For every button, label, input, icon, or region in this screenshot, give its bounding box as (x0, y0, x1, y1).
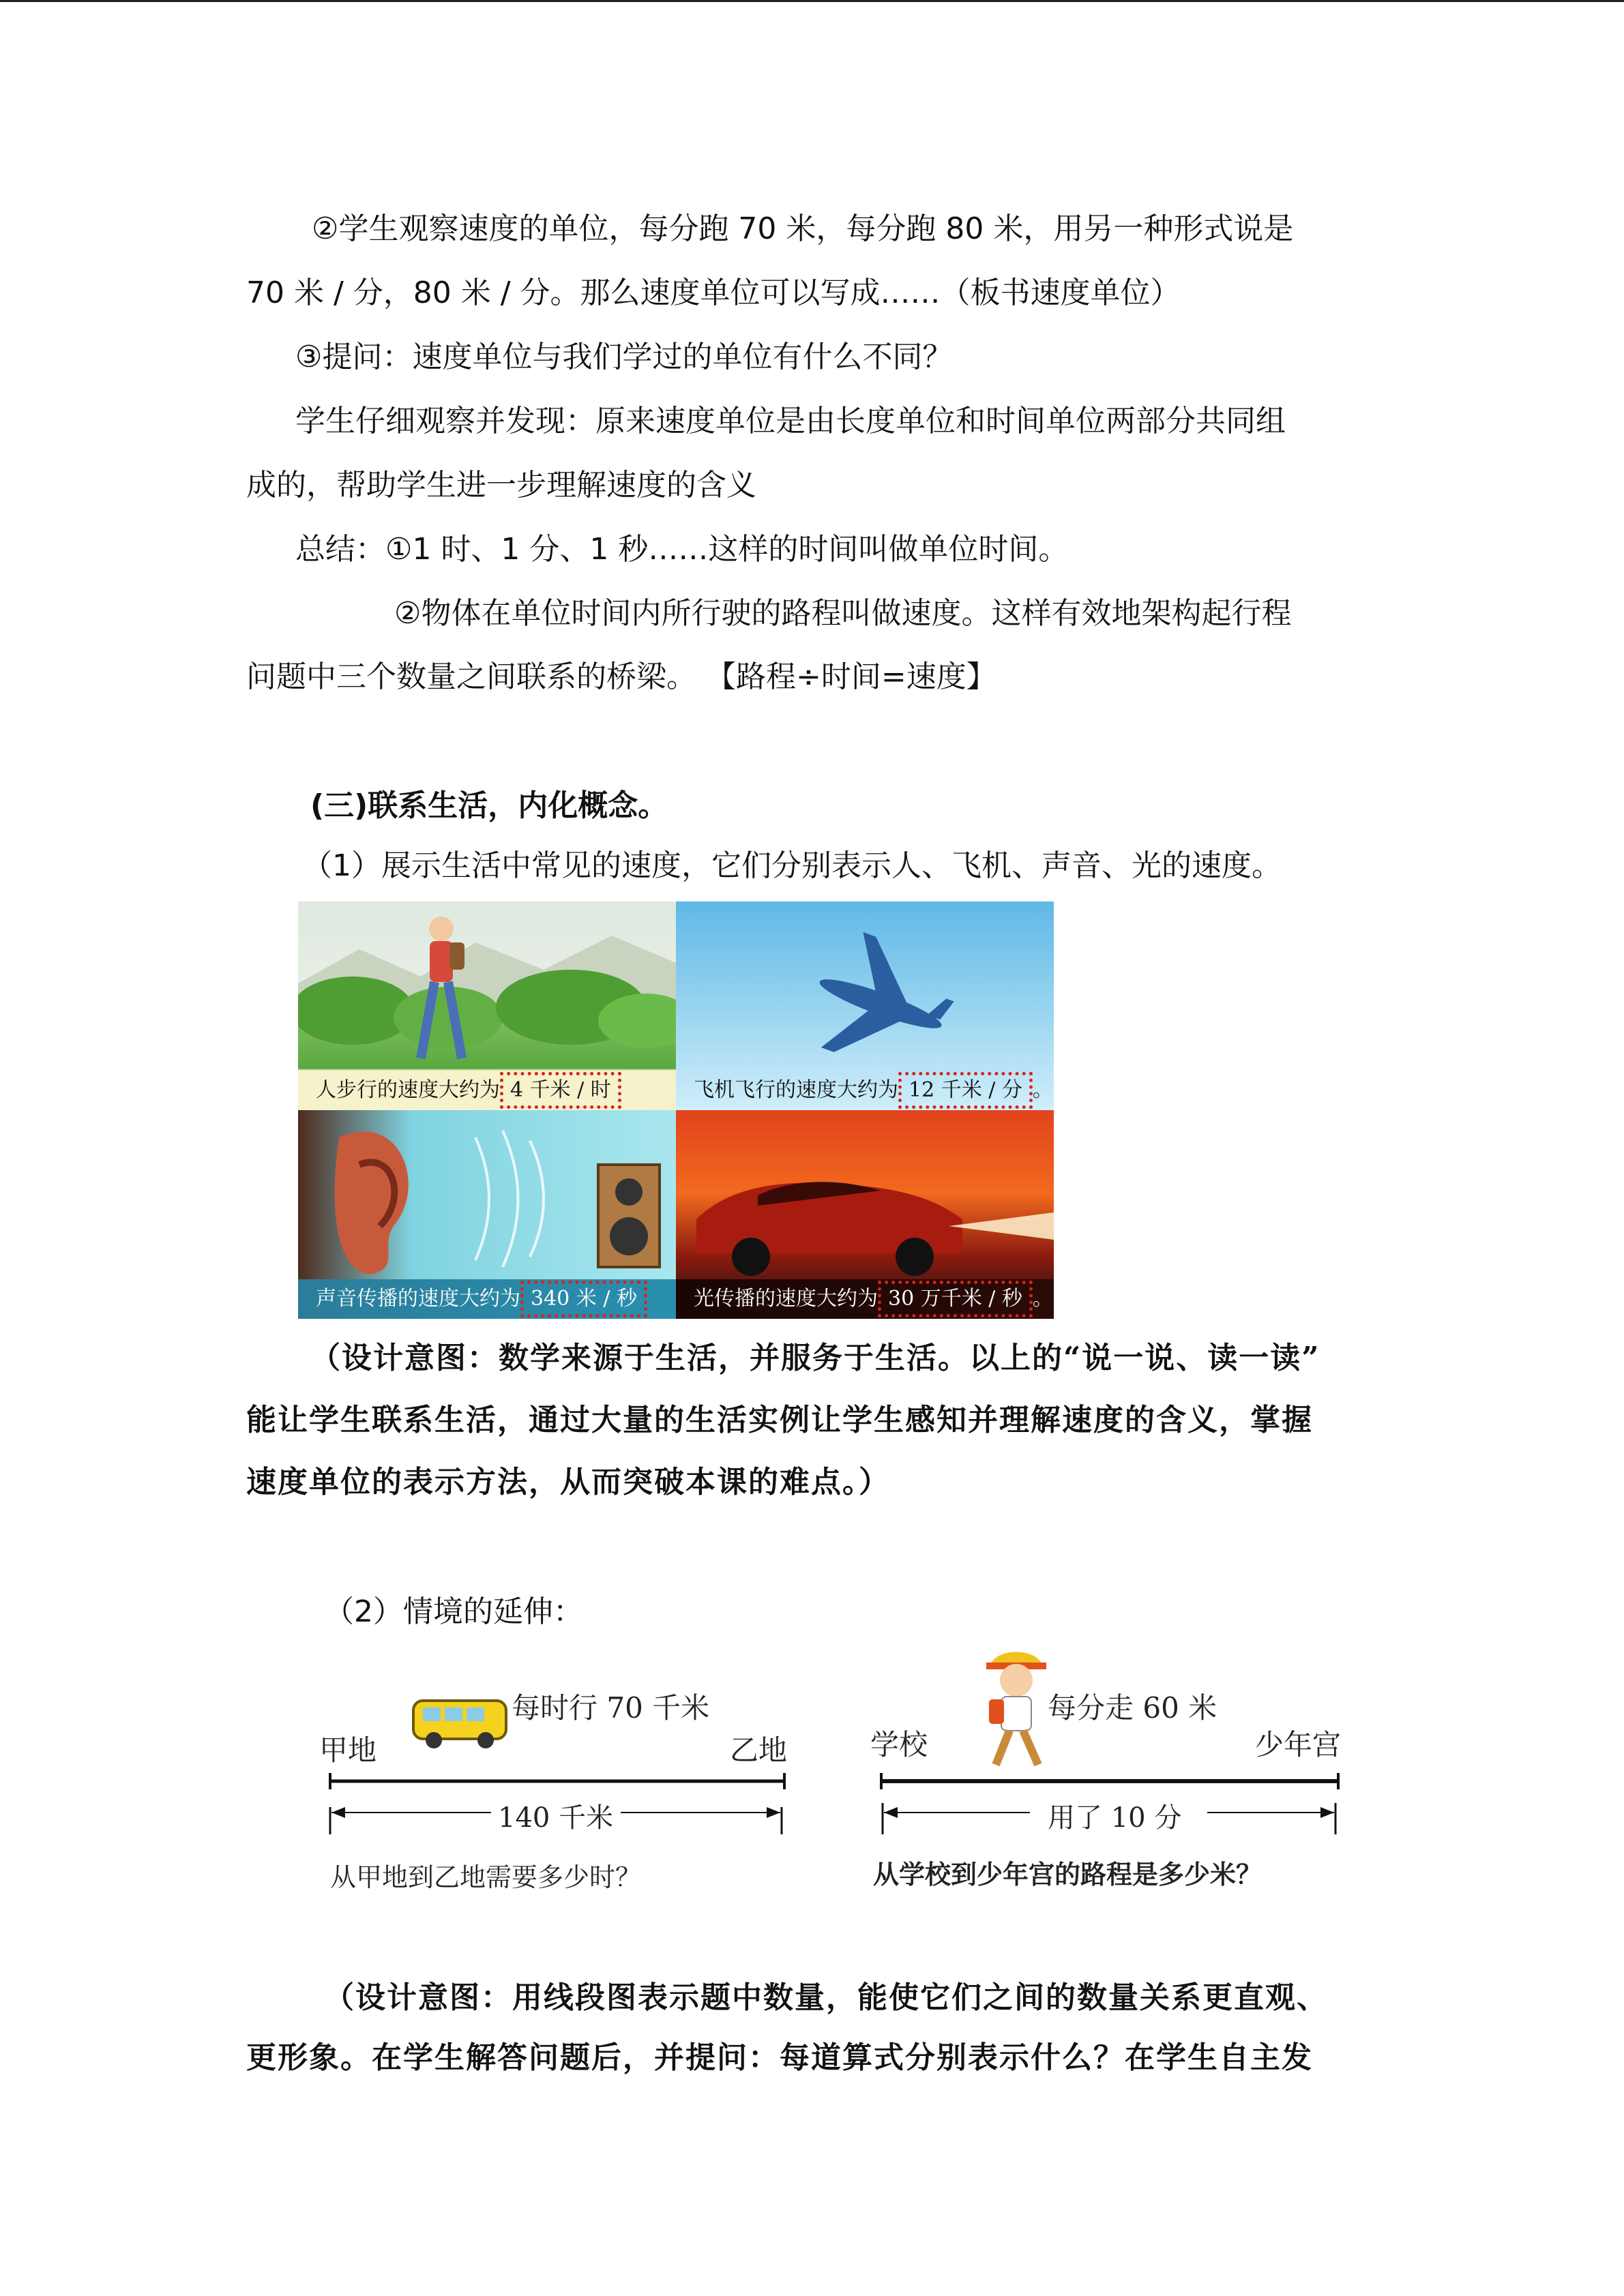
bus-start-label: 甲地 (319, 1733, 377, 1767)
bus-distance-label: 140 千米 (498, 1802, 614, 1834)
paragraph-speed-definition-line2: 问题中三个数量之间联系的桥梁。 【路程÷时间=速度】 (246, 659, 996, 694)
walk-speed-label: 每分走 60 米 (1048, 1691, 1217, 1725)
section-heading: (三)联系生活，内化概念。 (310, 788, 668, 823)
design-note-1-line1: （设计意图：数学来源于生活，并服务于生活。以上的“说一说、读一读” (310, 1341, 1320, 1375)
walking-person-icon (298, 901, 676, 1072)
airplane-icon (676, 901, 1054, 1072)
speeding-car-icon (676, 1110, 1054, 1281)
design-note-2-line2: 更形象。在学生解答问题后，并提问：每道算式分别表示什么？在学生自主发 (246, 2040, 1313, 2075)
photo-sound (298, 1110, 676, 1319)
bus-speed-label: 每时行 70 千米 (512, 1691, 710, 1725)
light-caption: 光传播的速度大约为 (694, 1287, 878, 1311)
walk-end-label: 少年宫 (1255, 1728, 1342, 1761)
paragraph-units-line1: ②学生观察速度的单位，每分跑 70 米，每分跑 80 米，用另一种形式说是 (312, 211, 1294, 246)
sound-caption: 声音传播的速度大约为 (316, 1287, 520, 1311)
sound-speed-box: 340 米 / 秒 (520, 1281, 647, 1317)
paragraph-speed-definition-line1: ②物体在单位时间内所行驶的路程叫做速度。这样有效地架构起行程 (394, 596, 1292, 631)
walk-time-label: 用了 10 分 (1048, 1802, 1182, 1834)
page-top-border (0, 0, 1624, 2)
walk-start-label: 学校 (870, 1728, 928, 1761)
light-caption-suffix: 。 (1032, 1287, 1053, 1311)
item-1-text: （1）展示生活中常见的速度，它们分别表示人、飞机、声音、光的速度。 (302, 848, 1282, 883)
walking-boy-icon (975, 1645, 1057, 1774)
walking-speed-box: 4 千米 / 时 (500, 1072, 621, 1109)
paragraph-observe-line2: 成的，帮助学生进一步理解速度的含义 (246, 468, 756, 503)
photo-airplane (676, 901, 1054, 1110)
paragraph-observe-line1: 学生仔细观察并发现：原来速度单位是由长度单位和时间单位两部分共同组 (295, 404, 1286, 438)
light-speed-box: 30 万千米 / 秒 (878, 1281, 1033, 1317)
airplane-speed-box: 12 千米 / 分 (898, 1072, 1033, 1109)
ear-speaker-icon (298, 1110, 676, 1281)
bus-end-label: 乙地 (730, 1733, 788, 1767)
design-note-2-line1: （设计意图：用线段图表示题中数量，能使它们之间的数量关系更直观、 (324, 1980, 1328, 2015)
design-note-1-line3: 速度单位的表示方法，从而突破本课的难点。） (246, 1465, 890, 1500)
paragraph-units-line2: 70 米 / 分，80 米 / 分。那么速度单位可以写成……（板书速度单位） (246, 275, 1181, 310)
photo-light (676, 1110, 1054, 1319)
airplane-caption-suffix: 。 (1032, 1078, 1053, 1102)
paragraph-question: ③提问：速度单位与我们学过的单位有什么不同？ (295, 340, 953, 374)
speed-photo-grid (298, 901, 1054, 1319)
photo-walking (298, 901, 676, 1110)
item-2-text: （2）情境的延伸： (324, 1594, 583, 1629)
walk-question: 从学校到少年宫的路程是多少米？ (873, 1860, 1263, 1890)
bus-icon (409, 1693, 512, 1754)
design-note-1-line2: 能让学生联系生活，通过大量的生活实例让学生感知并理解速度的含义，掌握 (246, 1403, 1313, 1437)
bus-question: 从甲地到乙地需要多少时？ (330, 1862, 642, 1892)
paragraph-summary: 总结：①1 时、1 分、1 秒……这样的时间叫做单位时间。 (295, 532, 1069, 567)
airplane-caption: 飞机飞行的速度大约为 (694, 1078, 898, 1102)
walking-caption: 人步行的速度大约为 (316, 1078, 500, 1102)
